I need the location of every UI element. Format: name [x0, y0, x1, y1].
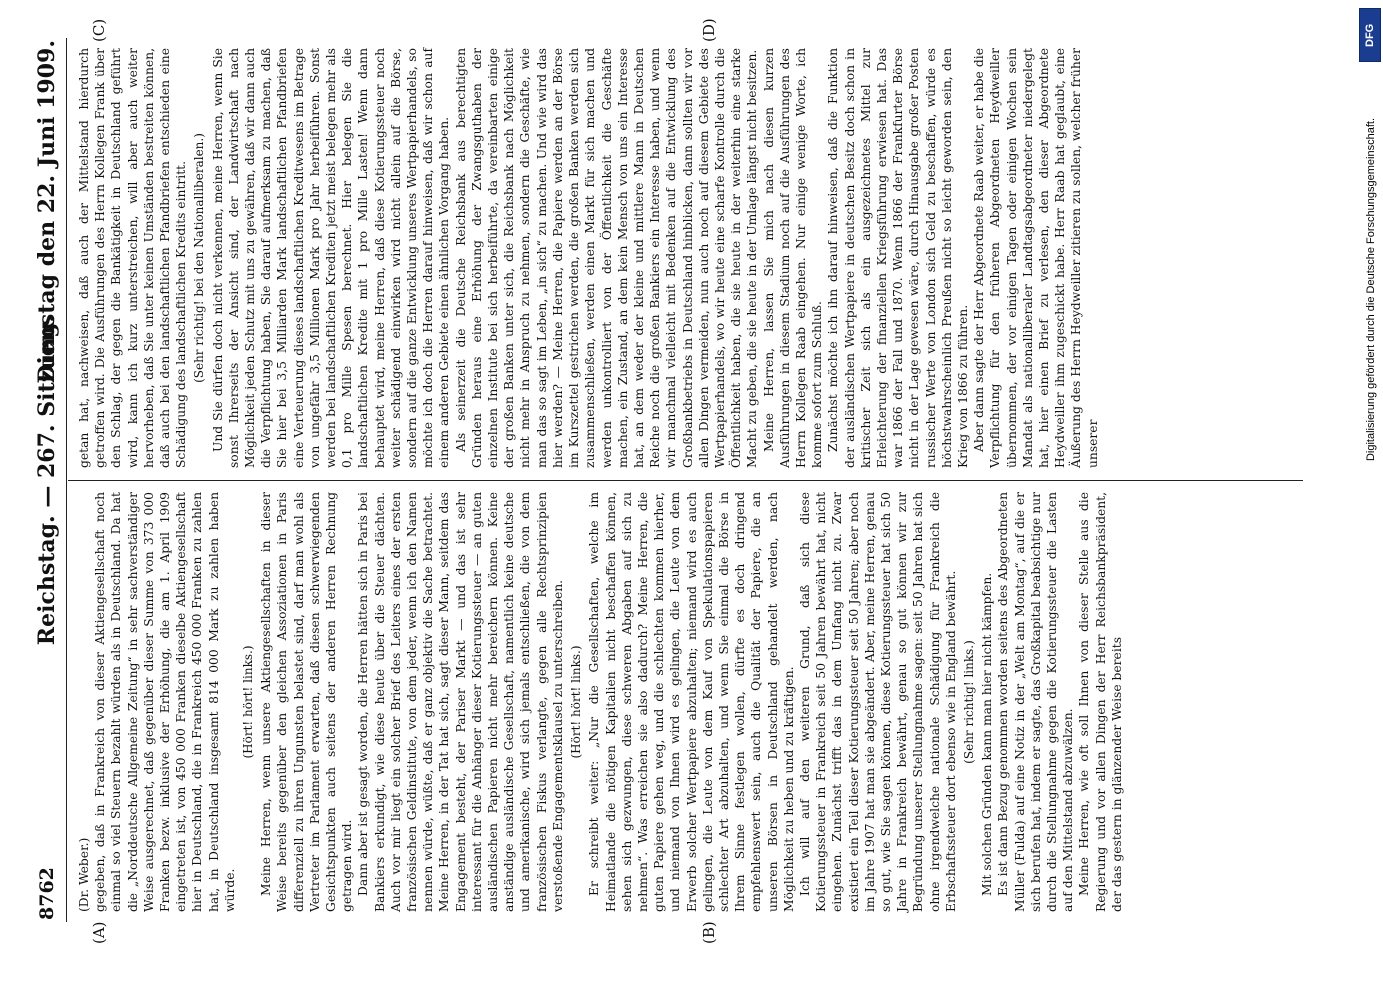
page-date: Dienstag den 22. Juni 1909. — [34, 40, 60, 384]
paragraph: Mit solchen Gründen kann man hier nicht kämpfen. — [980, 572, 995, 896]
speaker-label: (Dr. Weber.) — [77, 837, 91, 912]
paragraph: gegeben, daß in Frankreich von dieser Aktiengesellschaft noch einmal so viel Steuern bezahlt würden als in Deutschland. Da hat die „Norddeutsche Allgemeine Zeitung“ in sehr sachverständiger Weise ausgerechnet, daß gegenüber dieser Summe von 373 000 Franken bezw. inklusive der Erhöhung, die am 1. April 1909 eingetreten ist, von 450 000 Franken dieselbe Aktiengesellschaft hier in Deutschland, die in Frankreich 450 000 Franken zu zahlen hat, in Deutschland insgesamt 814 000 Mark zu zahlen haben würde. — [93, 492, 237, 912]
left-column — [76, 492, 1125, 912]
interjection: (Sehr richtig! links.) — [961, 640, 976, 764]
interjection: (Sehr richtig! bei den Nationalliberalen.) — [192, 133, 207, 383]
paragraph: Es ist dann Bezug genommen worden seitens des Abgeordneten Müller (Fulda) auf eine Notiz in der „Welt am Montag“, auf die er sich berufen hat, indem er sagte, das Großkapital beabsichtige nur durch die Stellungnahme gegen die Kotierungssteuer die Lasten auf den Mittelstand abzuwälzen. — [996, 492, 1076, 912]
paragraph: Und Sie dürfen doch nicht verkennen, meine Herren, wenn Sie sonst Ihrerseits der Ansicht sind, der Landwirtschaft nach Möglichkeit jeden Schutz mit uns zu gewähren, daß wir dann auch die Verpflichtung haben, Sie darauf aufmerksam zu machen, daß Sie hier bei 3,5 Milliarden Mark landschaftlichen Pfandbriefen eine Verteuerung dieses landschaftlichen Kreditwesens im Betrage von ungefähr 3,5 Millionen Mark pro Jahr herbeiführen. Sonst werden bei landschaftlichen Krediten jetzt meist belegen mehr als 0,1 pro Mille Spesen berechnet. Hier belegen Sie die landschaftlichen Kredite mit 1 pro Mille Lasten! Wenn dann behauptet wird, meine Herren, daß diese Kotierungssteuer noch weiter schädigend einwirken wird nicht allein auf die Börse, sondern auf die ganze Entwicklung unseres Wertpapierhandels, so möchte ich doch die Herren darauf hinweisen, daß wir schon auf einem anderen Gebiete einen ähnlichen Vorgang haben. — [210, 48, 452, 468]
paragraph: Aber dann sagte der Herr Abgeordnete Raab weiter, er habe die Verpflichtung für den früheren Abgeordneten Heydweiller übernommen, der vor einigen Tagen oder einigen Wochen sein Mandat als nationalliberaler Landtagsabgeordneter niedergelegt hat, hier einen Brief zu verlesen, den dieser Abgeordnete Heydweiller ihm zugeschickt habe. Herr Raab hat geglaubt, eine Äußerung des Herrn Heydweiller zitieren zu sollen, welcher früher unserer — [972, 48, 1100, 468]
interjection: (Hört! hört! links.) — [241, 645, 256, 759]
paragraph: Als seinerzeit die Deutsche Reichsbank aus berechtigten Gründen heraus eine Erhöhung der Zwangsguthaben der einzelnen Institute bei sich herbeiführte, da vereinbarten einige der großen Banken unter sich, die Reichsbank nach Möglichkeit nicht mehr in Anspruch zu nehmen, sondern die Geschäfte, wie man das so sagt im Leben, „in sich“ zu machen. Und wie wird das hier werden? — Meine Herren, die Papiere werden an der Börse im Kurszettel gestrichen werden, die großen Banken werden sich zusammenschließen, werden einen Markt für sich machen und werden unkontrolliert von der Öffentlichkeit die Geschäfte machen, ein Zustand, an dem kein Mensch von uns ein Interesse hat, an dem weder der kleine und mittlere Mann in Deutschen Reiche noch die großen Bankiers ein Interesse haben, und wenn wir manchmal vielleicht mit Bedenken auf die Entwicklung des Großbankbetriebs in Deutschland hinblicken, dann sollten wir vor allen Dingen vermeiden, nun auch noch auf diesem Gebiete des Wertpapierhandels, wo wir heute eine scharfe Kontrolle durch die Öffentlichkeit haben, die sie heute in der weiterhin eine starke Macht zu geben, die sie heute in der Umlage längst nicht besitzen. — [453, 48, 760, 468]
column-divider — [68, 480, 1303, 481]
paragraph: Meine Herren, wenn unsere Aktiengesellschaften in dieser Weise bereits gegenüber den gleichen Assoziationen in Paris differenziell zu ihren Ungunsten belastet sind, darf man wohl als Vertreter im Parlament erwarten, daß diesen schwerwiegenden Gesichtspunkten auch seitens der anderen Herren Rechnung getragen wird. — [259, 492, 355, 912]
dfg-logo-text: DFG — [1364, 23, 1376, 47]
page-number: 8762 — [36, 867, 58, 920]
paragraph: Er schreibt weiter: „Nur die Gesellschaften, welche im Heimatlande die nötigen Kapitalien nicht beschaffen können, sehen sich gezwungen, diese schweren Abgaben auf sich zu nehmen“. Was erreichen sie also dadurch? Meine Herren, die guten Papiere gehen weg, und die schlechten kommen hierher, und niemand von Ihnen wird es gelingen, die Leute von dem Erwerb solcher Wertpapiere abzuhalten; niemand wird es auch gelingen, die Leute von dem Kauf von Spekulationspapieren schlechter Art abzuhalten, und wenn Sie einmal die Börse in Ihrem Sinne festlegen wollen, dürfte es doch dringend empfehlenswert sein, auch die Qualität der Papiere, die an unseren Börsen in Deutschland gehandelt werden, nach Möglichkeit zu heben und zu kräftigen. — [587, 492, 796, 912]
page-header — [30, 40, 64, 920]
paragraph: Meine Herren, lassen Sie mich nach diesen kurzen Ausführungen in diesem Stadium noch auf die Ausführungen des Herrn Kollegen Raab eingehen. Nur einige wenige Worte, ich komme sofort zum Schluß. — [761, 48, 825, 468]
page-title: Reichstag. — 267. Sitzung. — [34, 314, 60, 646]
right-column — [76, 48, 1101, 468]
interjection: (Hört! hört! links.) — [569, 645, 584, 759]
paragraph: Meine Herren, wie oft soll Ihnen von dieser Stelle aus die Regierung und vor allen Dingen der Herr Reichsbankpräsident, der das gestern in glänzender Weise bereits — [1077, 492, 1124, 912]
margin-mark-c: (C) — [90, 18, 108, 42]
margin-mark-a: (A) — [90, 921, 108, 944]
dfg-logo — [1359, 8, 1381, 62]
margin-mark-d: (D) — [700, 18, 718, 42]
header-rule — [66, 38, 67, 922]
paragraph: Zunächst möchte ich ihn darauf hinweisen, daß die Funktion der ausländischen Wertpapiere in deutschen Besitz doch schon in kritischer Zeit sich als ein ausgezeichnetes Mittel zur Erleichterung der finanziellen Kriegsführung erwiesen hat. Das war 1866 der Fall und 1870. Wenn 1866 der Frankfurter Börse nicht in der Lage gewesen wäre, durch Hinausgabe großer Posten russischer Werte von London sich Geld zu beschaffen, würde es höchstwahrscheinlich Preußen nicht so leicht geworden sein, den Krieg von 1866 zu führen. — [826, 48, 970, 468]
paragraph: Ich will auf den weiteren Grund, daß sich diese Kotierungssteuer in Frankreich seit 50 Jahren bewährt hat, nicht eingehen. Zunächst trifft das in dem Umfang nicht zu. Zwar existiert ein Teil dieser Kotierungssteuer seit 50 Jahren; aber noch im Jahre 1907 hat man sie abgeändert. Aber, meine Herren, genau so gut, wie Sie sagen können, diese Kotierungssteuer hat sich 50 Jahre in Frankreich bewährt, genau so gut können wir zur Begründung unserer Stellungnahme sagen: seit 50 Jahren hat sich ohne irgendwelche nationale Schädigung für Frankreich die Erbschaftssteuer dort ebenso wie in England bewährt. — [797, 492, 958, 912]
paragraph: Dann aber ist gesagt worden, die Herren hätten sich in Paris bei Bankiers erkundigt, wie diese heute über die Steuer dächten. Auch vor mir liegt ein solcher Brief des Leiters eines der ersten französischen Geldinstitute, von dem jeder, wenn ich den Namen nennen würde, wüßte, daß er ganz objektiv die Sache betrachtet. Meine Herren, in der Tat hat sich, sagt dieser Mann, seitdem das Engagement besteht, der Pariser Markt — und das ist sehr interessant für die Anhänger dieser Kotierungssteuer — an guten ausländischen Papieren nicht mehr bereichern können. Keine anständige ausländische Gesellschaft, namentlich keine deutsche und amerikanische, wird sich jemals entschließen, die von dem französischen Fiskus verlangte, gegen alle Rechtsprinzipien verstoßende Engagementsklausel zu unterschreiben. — [356, 492, 565, 912]
digitization-credit: Digitalisierung gefördert durch die Deutsche Forschungsgemeinschaft. — [1365, 118, 1377, 462]
margin-mark-b: (B) — [700, 921, 718, 944]
paragraph: getan hat, nachweisen, daß auch der Mittelstand hierdurch getroffen wird. Die Ausführungen des Herrn Kollegen Frank über den Schlag, der gegen die Bankätigkeit in Deutschland geführt wird, kann ich kurz unterstreichen, will aber auch weiter hervorheben, daß Sie unter keinen Umständen bestreiten können, daß auch bei den landschaftlichen Pfandbriefen entschieden eine Schädigung des landschaftlichen Kredits eintritt. — [77, 48, 189, 468]
